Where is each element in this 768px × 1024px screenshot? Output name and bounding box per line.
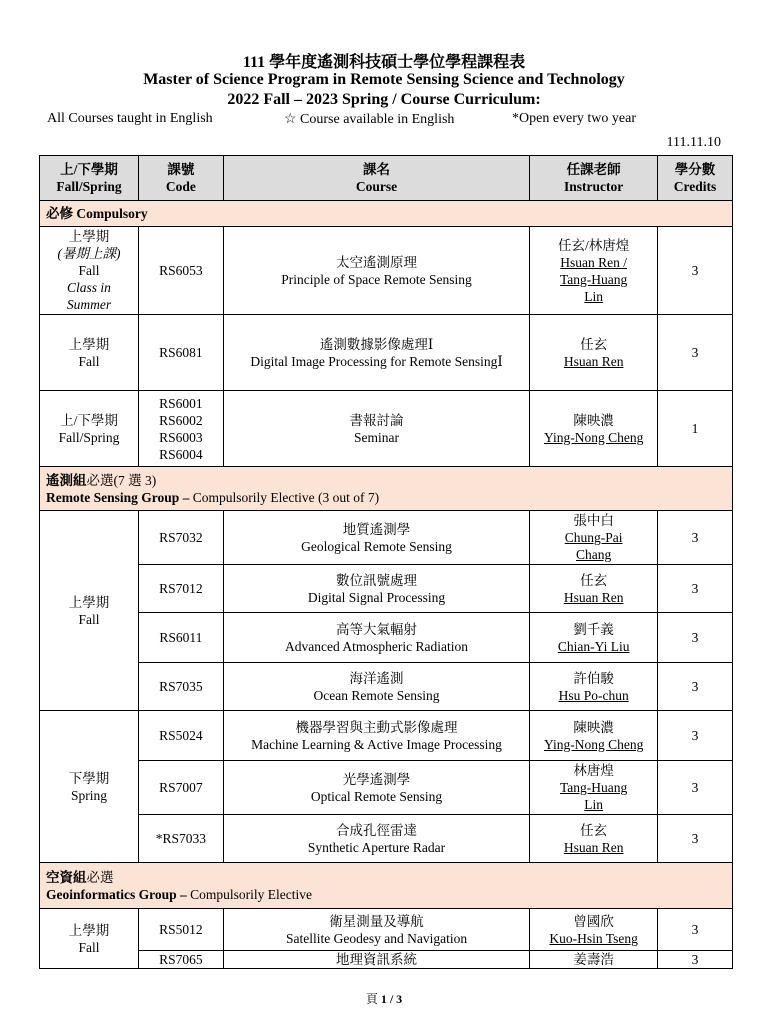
table-row (40, 391, 733, 467)
course-name: 機器學習與主動式影像處理 Machine Learning & Active Image Processing (223, 711, 529, 761)
course-code: RS6081 (138, 315, 223, 391)
course-name: 太空遙測原理 Principle of Space Remote Sensing (223, 227, 529, 315)
course-name: 書報討論 Seminar (223, 391, 529, 467)
credits: 3 (658, 613, 733, 663)
course-code: RS7012 (138, 565, 223, 613)
course-name: 合成孔徑雷達 Synthetic Aperture Radar (223, 815, 529, 863)
table-row (40, 315, 733, 391)
credits: 3 (658, 565, 733, 613)
note-open-every-two-years: *Open every two year (512, 111, 637, 126)
course-code: RS7035 (138, 663, 223, 711)
course-name: 光學遙測學 Optical Remote Sensing (223, 761, 529, 815)
instructor: 任玄 Hsuan Ren (530, 565, 658, 613)
credits: 3 (658, 227, 733, 315)
course-code: RS6001 RS6002 RS6003 RS6004 (138, 391, 223, 467)
term-cell: 下學期 Spring (40, 711, 139, 863)
credits: 3 (658, 815, 733, 863)
course-name: 地理資訊系統 (223, 951, 529, 969)
page-footer: 頁 1 / 3 (365, 992, 403, 1006)
instructor: 林唐煌 Tang-Huang Lin (530, 761, 658, 815)
course-code: RS5024 (138, 711, 223, 761)
course-name: 數位訊號處理 Digital Signal Processing (223, 565, 529, 613)
instructor: 任玄 Hsuan Ren (530, 315, 658, 391)
credits: 3 (658, 511, 733, 565)
table-row (40, 613, 733, 663)
course-code: RS6053 (138, 227, 223, 315)
header-credits: 學分數 Credits (658, 156, 733, 201)
table-row (40, 663, 733, 711)
revision-date: 111.11.10 (666, 135, 721, 150)
table-row (40, 227, 733, 315)
instructor: 許伯駿 Hsu Po-chun (530, 663, 658, 711)
term-title: 2022 Fall – 2023 Spring / Course Curriculum: (227, 91, 541, 108)
credits: 3 (658, 711, 733, 761)
credits: 3 (658, 909, 733, 951)
table-row (40, 711, 733, 761)
course-name: 衛星測量及導航 Satellite Geodesy and Navigation (223, 909, 529, 951)
header-code: 課號 Code (138, 156, 223, 201)
credits: 3 (658, 663, 733, 711)
term-cell: 上學期 (暑期上課) Fall Class in Summer (40, 227, 139, 315)
course-name: 地質遙測學 Geological Remote Sensing (223, 511, 529, 565)
term-cell: 上/下學期 Fall/Spring (40, 391, 139, 467)
course-name: 遙測數據影像處理Ⅰ Digital Image Processing for Remote SensingⅠ (223, 315, 529, 391)
instructor: 張中白 Chung-Pai Chang (530, 511, 658, 565)
credits: 3 (658, 761, 733, 815)
course-code: *RS7033 (138, 815, 223, 863)
term-cell: 上學期 Fall (40, 909, 139, 969)
header-instructor: 任課老師 Instructor (530, 156, 658, 201)
note-star: ☆ Course available in English (284, 112, 455, 127)
page-number: 1 / 3 (380, 992, 403, 1006)
course-code: RS7007 (138, 761, 223, 815)
course-code: RS7032 (138, 511, 223, 565)
table-row (40, 909, 733, 951)
credits: 1 (658, 391, 733, 467)
curriculum-table (39, 155, 733, 969)
title-chinese: 111 學年度遙測科技碩士學位學程課程表 (242, 54, 526, 71)
table-row (40, 815, 733, 863)
course-name: 海洋遙測 Ocean Remote Sensing (223, 663, 529, 711)
table-header-row (40, 156, 733, 201)
table-row (40, 511, 733, 565)
course-code: RS7065 (138, 951, 223, 969)
instructor: 任玄/林唐煌 Hsuan Ren / Tang-Huang Lin (530, 227, 658, 315)
term-cell: 上學期 Fall (40, 315, 139, 391)
instructor: 姜壽浩 (530, 951, 658, 969)
note-english-courses: All Courses taught in English (47, 111, 213, 126)
table-row (40, 951, 733, 969)
table-row (40, 565, 733, 613)
term-cell: 上學期 Fall (40, 511, 139, 711)
credits: 3 (658, 951, 733, 969)
instructor: 任玄 Hsuan Ren (530, 815, 658, 863)
instructor: 陳映濃 Ying-Nong Cheng (530, 711, 658, 761)
course-code: RS5012 (138, 909, 223, 951)
section-geoinformatics-group: 空資組必選 Geoinformatics Group – Compulsorily Elective (40, 863, 733, 909)
credits: 3 (658, 315, 733, 391)
course-code: RS6011 (138, 613, 223, 663)
instructor: 劉千義 Chian-Yi Liu (530, 613, 658, 663)
instructor: 陳映濃 Ying-Nong Cheng (530, 391, 658, 467)
instructor: 曾國欣 Kuo-Hsin Tseng (530, 909, 658, 951)
section-compulsory: 必修 Compulsory (40, 201, 733, 227)
table-row (40, 761, 733, 815)
header-course: 課名 Course (223, 156, 529, 201)
section-remote-sensing-group: 遙測組必選(7 選 3) Remote Sensing Group – Compulsorily Elective (3 out of 7) (40, 467, 733, 511)
header-term: 上/下學期 Fall/Spring (40, 156, 139, 201)
title-english: Master of Science Program in Remote Sensing Science and Technology (143, 71, 625, 88)
course-name: 高等大氣輻射 Advanced Atmospheric Radiation (223, 613, 529, 663)
